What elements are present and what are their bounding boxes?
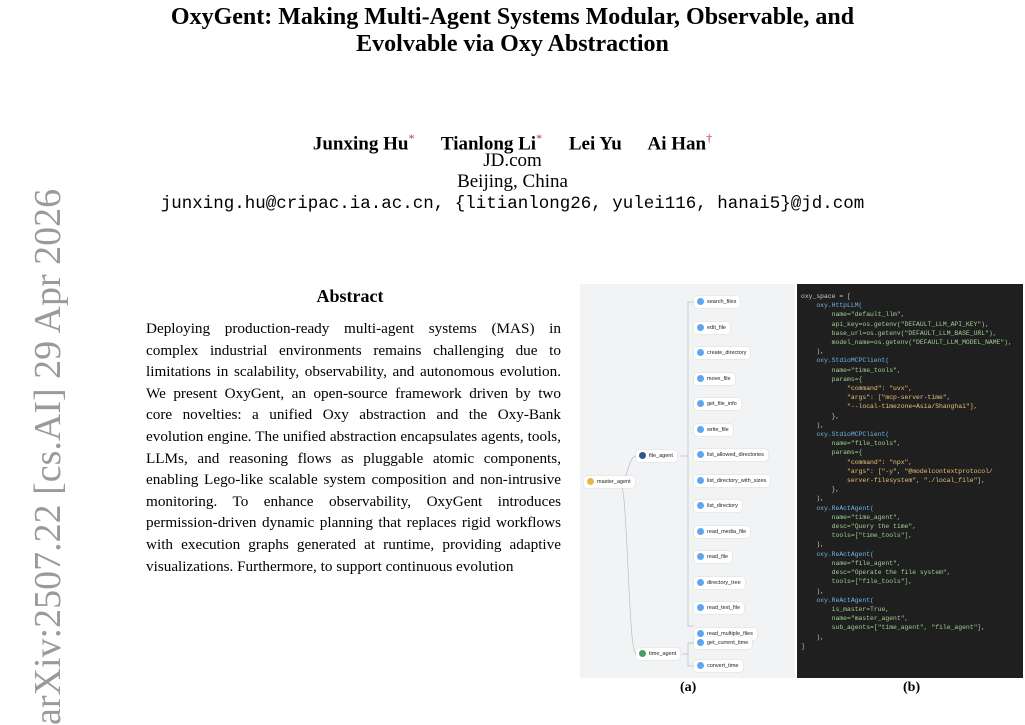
tool-icon [697,451,704,458]
code-line: oxy.ReActAgent( [801,550,874,558]
code-line: ] [801,642,805,650]
code-line: name="time_tools", [801,366,901,374]
code-line: }, [801,486,840,494]
author-mark: † [706,131,713,145]
tool-label: read_file [707,554,729,560]
code-line: is_master=True, [801,605,890,613]
code-line: params={ [801,375,863,383]
tool-node[interactable] [694,347,750,359]
figure-panel-b [797,284,1023,678]
agent-icon [587,478,594,485]
code-line: ), [801,421,825,429]
abstract-body: Deploying production-ready multi-agent systems (MAS) in complex industrial environments remains challenging due to limitations in scalability, observability, and autonomous evolution. We present OxyGent, an open-source framework driven by two core novelties: a unified Oxy abstraction and the Oxy-Bank evolution engine. The unified abstraction encapsulates agents, tools, LLMs, and reasoning flows as pluggable atomic components, enabling Lego-like scalable system composition and non-intrusive monitoring. To enhance observability, OxyGent introduces permission-driven dynamic planning that replaces rigid workflows with execution graphs generated at runtime, providing adaptive visualizations. Furthermore, to support continuous evolution [146,320,561,575]
tool-node[interactable] [694,577,745,589]
tool-node[interactable] [694,398,741,410]
tool-label: read_multiple_files [707,630,753,637]
code-line: ), [801,633,825,641]
paper-title [0,4,1025,58]
globe-icon [639,650,646,657]
code-line: ), [801,348,825,356]
code-block [801,292,1012,651]
code-line: tools=["file_tools"], [801,578,913,586]
figure-caption-a: (a) [680,680,697,695]
tool-node[interactable] [694,602,744,614]
tool-label: write_file [707,426,729,433]
tool-icon [697,477,704,484]
title-line-1: OxyGent: Making Multi-Agent Systems Modular, Observable, and [170,4,855,30]
tool-icon [697,324,704,331]
code-line: oxy.StdioMCPClient( [801,431,890,439]
code-line: name="file_tools", [801,440,901,448]
tool-node[interactable] [694,526,750,538]
author-name: Ai Han [647,133,707,155]
code-line: desc="Query the time", [801,523,917,531]
time-agent-node[interactable]: time_agent [636,648,680,660]
code-line: oxy.ReActAgent( [801,596,874,604]
code-line: params={ [801,449,863,457]
tool-icon [697,400,704,407]
code-line: oxy.ReActAgent( [801,504,874,512]
tool-label: read_media_file [707,528,747,535]
code-line: "command": "npx", [801,458,913,466]
code-line: name="file_agent", [801,559,901,567]
tool-label: read_text_file [707,605,741,611]
code-line: "args": ["-y", "@modelcontextprotocol/ [801,467,993,475]
code-line: ), [801,541,825,549]
code-line: base_url=os.getenv("DEFAULT_LLM_BASE_URL"), [801,329,997,337]
tool-node[interactable] [694,373,735,385]
master-agent-node[interactable]: master_agent [584,476,635,488]
code-line: server-filesystem", "./local_file"], [801,477,986,485]
code-line: name="master_agent", [801,615,909,623]
tool-icon [697,502,704,509]
tool-label: list_directory_with_sizes [707,477,767,484]
tool-label: get_file_info [707,401,737,407]
author-mark: * [536,131,543,145]
tool-node[interactable] [694,296,740,308]
tool-label: create_directory [707,350,747,356]
affiliation: JD.com [483,150,542,171]
tool-node[interactable] [694,551,732,563]
tool-node[interactable] [694,475,770,487]
code-line: ), [801,587,825,595]
author-mark: * [408,131,415,145]
code-line: "args": ["mcp-server-time", [801,394,951,402]
tool-icon [697,426,704,433]
author-name: Lei Yu [568,133,622,155]
code-line: api_key=os.getenv("DEFAULT_LLM_API_KEY"), [801,320,989,328]
author-emails: junxing.hu@cripac.ia.ac.cn, {litianlong26, yulei116, hanai5}@jd.com [160,194,865,214]
tool-icon [697,298,704,305]
arxiv-stamp [0,188,69,725]
code-line: model_name=os.getenv("DEFAULT_LLM_MODEL_NAME"), [801,339,1012,347]
tool-icon [697,528,704,535]
tool-label: list_allowed_directories [707,452,764,458]
code-line: desc="Operate the file system", [801,569,951,577]
tool-icon [697,604,704,611]
code-line: sub_agents=["time_agent", "file_agent"], [801,624,986,632]
abstract-heading: Abstract [316,286,384,306]
code-line: tools=["time_tools"], [801,532,913,540]
tool-icon [697,630,704,637]
tool-icon [697,579,704,586]
code-line: oxy.HttpLLM( [801,302,863,310]
tool-icon [697,349,704,356]
tool-label: move_file [707,375,731,382]
tool-icon [697,662,704,669]
arxiv-stamp-text: arXiv:2507.22 [cs.AI] 29 Apr 2026 [27,188,69,725]
code-line: oxy_space = [ [801,293,851,300]
code-line: ), [801,495,825,503]
tool-node[interactable] [694,660,743,672]
tool-node[interactable] [694,500,742,512]
tool-label: directory_tree [707,579,741,586]
tool-label: get_current_time [707,640,749,646]
author-name: Junxing Hu [312,133,409,155]
tool-label: convert_time [707,663,739,669]
code-line: }, [801,412,840,420]
code-line: "command": "uvx", [801,385,913,393]
code-line: "--local-timezone=Asia/Shanghai"], [801,403,978,411]
tool-icon [697,375,704,382]
tool-icon [697,553,704,560]
figure-panel-a [580,284,795,678]
code-line: name="time_agent", [801,513,901,521]
file-agent-node[interactable]: file_agent [636,450,677,462]
title-line-2: Evolvable via Oxy Abstraction [356,31,669,57]
tool-label: list_directory [707,503,738,509]
tool-node[interactable] [694,449,768,461]
tool-label: search_files [707,299,737,305]
location: Beijing, China [457,171,568,192]
tool-icon [697,639,704,646]
figure-caption-b: (b) [903,680,921,695]
code-line: oxy.StdioMCPClient( [801,357,890,365]
author-name: Tianlong Li [440,133,537,155]
tool-node[interactable] [694,637,752,649]
tool-node[interactable] [694,424,733,436]
tool-node[interactable] [694,322,730,334]
agent-icon [639,452,646,459]
code-line: name="default_llm", [801,311,905,319]
tool-label: edit_file [707,324,726,331]
